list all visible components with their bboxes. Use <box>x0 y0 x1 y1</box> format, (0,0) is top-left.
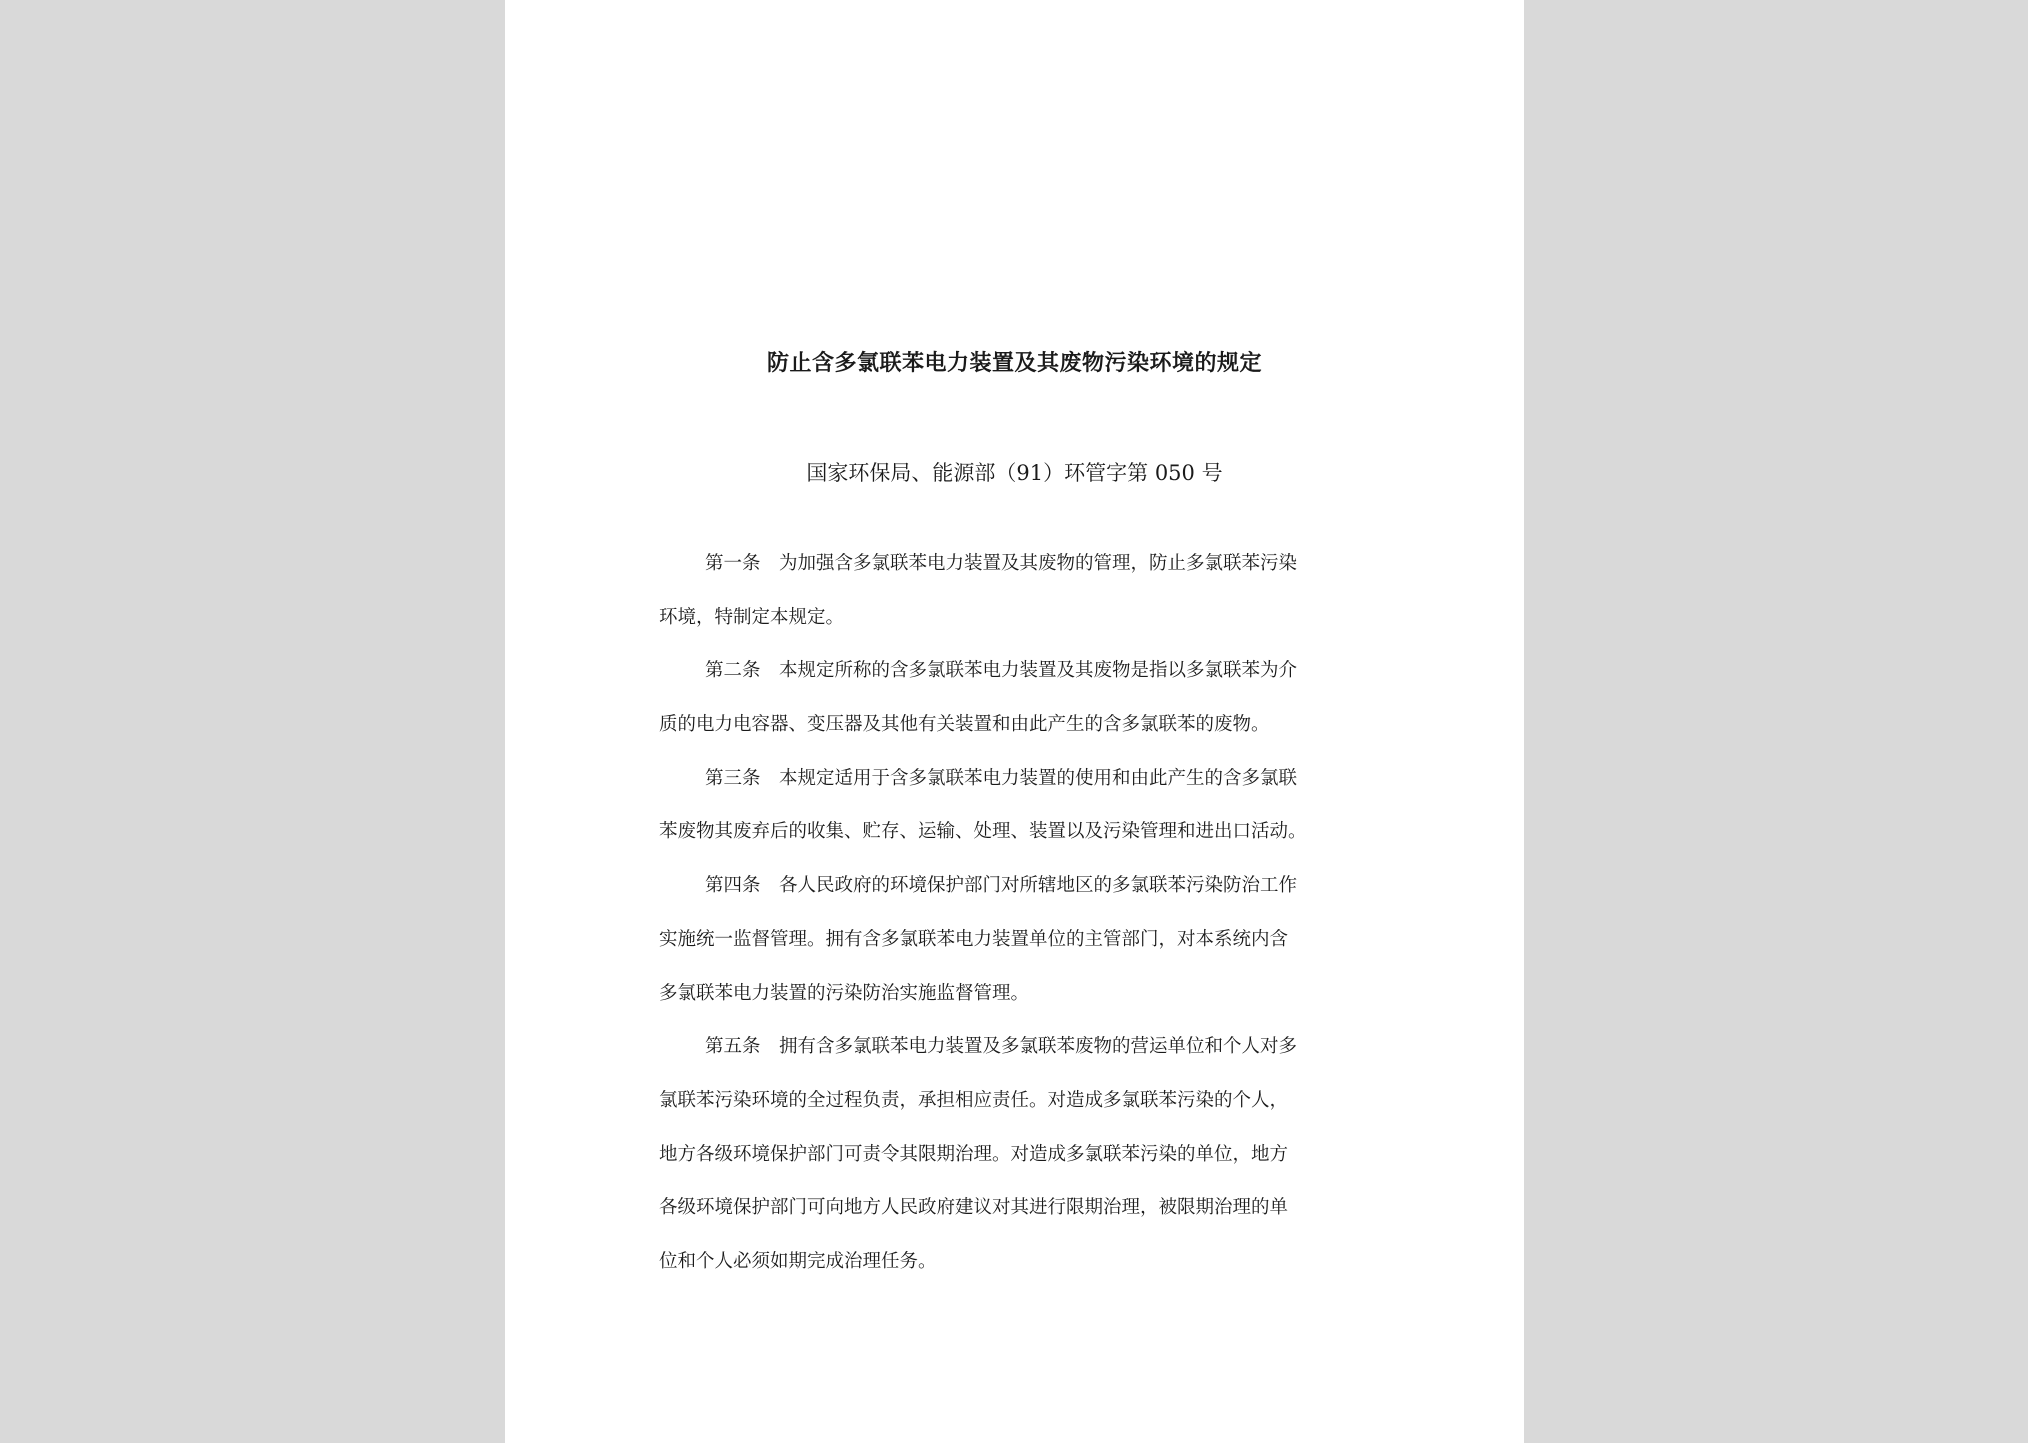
document-text-line: 质的电力电容器、变压器及其他有关装置和由此产生的含多氯联苯的废物。 <box>659 714 1270 736</box>
document-text-line: 第五条 拥有含多氯联苯电力装置及多氯联苯废物的营运单位和个人对多 <box>705 1036 1298 1058</box>
document-text-line: 各级环境保护部门可向地方人民政府建议对其进行限期治理，被限期治理的单 <box>659 1197 1289 1219</box>
document-text-line: 氯联苯污染环境的全过程负责，承担相应责任。对造成多氯联苯污染的个人， <box>659 1089 1289 1111</box>
document-text-line: 第三条 本规定适用于含多氯联苯电力装置的使用和由此产生的含多氯联 <box>705 767 1298 789</box>
document-text-line: 地方各级环境保护部门可责令其限期治理。对造成多氯联苯污染的单位，地方 <box>659 1143 1289 1165</box>
document-text-line: 第二条 本规定所称的含多氯联苯电力装置及其废物是指以多氯联苯为介 <box>705 660 1298 682</box>
document-text-line: 环境，特制定本规定。 <box>659 606 845 628</box>
document-text-line: 实施统一监督管理。拥有含多氯联苯电力装置单位的主管部门，对本系统内含 <box>659 928 1289 950</box>
document-title: 防止含多氯联苯电力装置及其废物污染环境的规定 <box>766 350 1262 376</box>
document-text-line: 苯废物其废弃后的收集、贮存、运输、处理、装置以及污染管理和进出口活动。 <box>659 821 1307 843</box>
document-text-line: 位和个人必须如期完成治理任务。 <box>659 1250 937 1272</box>
document-issuer: 国家环保局、能源部（91）环管字第 050 号 <box>806 461 1223 485</box>
document-text-line: 第一条 为加强含多氯联苯电力装置及其废物的管理，防止多氯联苯污染 <box>705 553 1298 574</box>
document-page <box>505 0 1524 1443</box>
document-body <box>659 546 1379 1298</box>
document-text-line: 第四条 各人民政府的环境保护部门对所辖地区的多氯联苯污染防治工作 <box>705 875 1298 897</box>
document-text-line: 多氯联苯电力装置的污染防治实施监督管理。 <box>659 982 1030 1004</box>
